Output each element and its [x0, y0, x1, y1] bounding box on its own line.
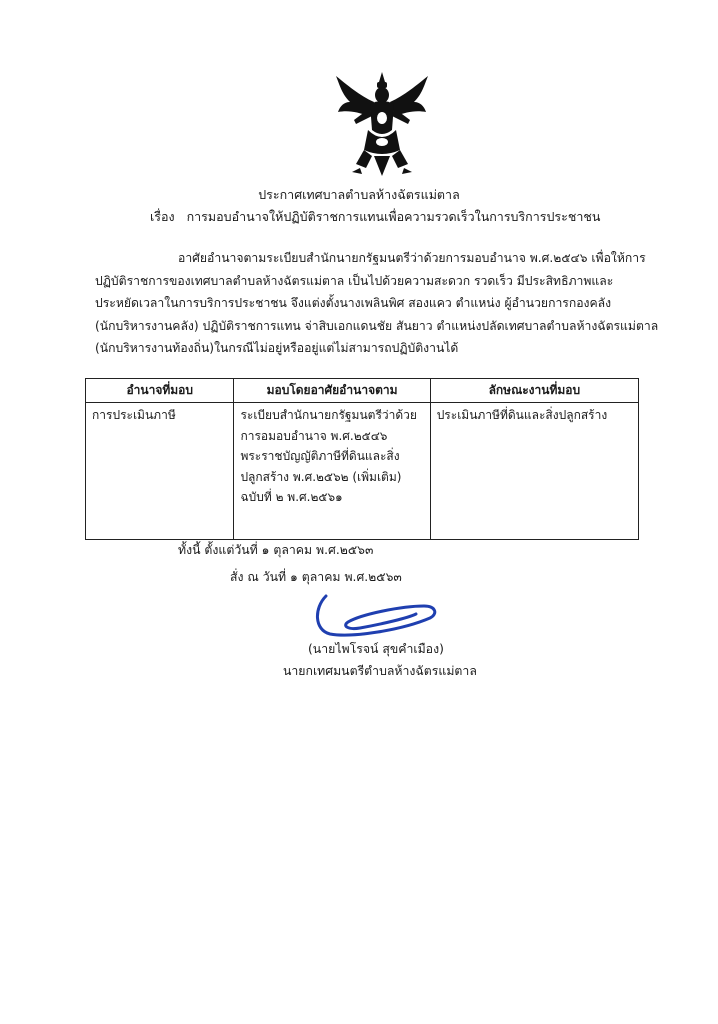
- column-header-authority: มอบโดยอาศัยอำนาจตาม: [234, 379, 430, 403]
- subject-line: [150, 207, 690, 227]
- authority-line: ปลูกสร้าง พ.ศ.๒๕๖๒ (เพิ่มเติม): [240, 469, 402, 484]
- delegation-table: [85, 378, 639, 540]
- body-line: ปฏิบัติราชการของเทศบาลตำบลห้างฉัตรแม่ตาล เป็นไปด้วยความสะดวก รวดเร็ว มีประสิทธิภาพและ: [95, 273, 614, 288]
- subject-text: การมอบอำนาจให้ปฏิบัติราชการแทนเพื่อความรวดเร็วในการบริการประชาชน: [186, 209, 601, 224]
- subject-label: เรื่อง: [150, 209, 175, 224]
- authority-line: พระราชบัญญัติภาษีที่ดินและสิ่ง: [240, 449, 400, 463]
- body-paragraph: [95, 247, 670, 360]
- body-line: อาศัยอำนาจตามระเบียบสำนักนายกรัฐมนตรีว่าด้วยการมอบอำนาจ พ.ศ.๒๕๔๖ เพื่อให้การ: [178, 251, 646, 265]
- authority-line: ระเบียบสำนักนายกรัฐมนตรีว่าด้วย: [240, 408, 417, 422]
- body-line: (นักบริหารงานท้องถิ่น)ในกรณีไม่อยู่หรืออยู่แต่ไม่สามารถปฏิบัติงานได้: [95, 341, 459, 355]
- body-line: ประหยัดเวลาในการบริการประชาชน จึงแต่งตั้งนางเพลินพิศ สองแคว ตำแหน่ง ผู้อำนวยการกองคลัง: [95, 296, 612, 310]
- cell-power: การประเมินภาษี: [86, 403, 234, 540]
- announcement-title: ประกาศเทศบาลตำบลห้างฉัตรแม่ตาล: [258, 187, 460, 202]
- order-date: สั่ง ณ วันที่ ๑ ตุลาคม พ.ศ.๒๕๖๓: [230, 570, 402, 584]
- column-header-task: ลักษณะงานที่มอบ: [430, 379, 638, 403]
- cell-authority: [234, 403, 430, 540]
- column-header-power: อำนาจที่มอบ: [86, 379, 234, 403]
- table-row: [86, 403, 639, 540]
- signer-position: นายกเทศมนตรีตำบลห้างฉัตรแม่ตาล: [283, 664, 477, 678]
- signer-name: (นายไพโรจน์ สุขคำเมือง): [308, 642, 444, 656]
- authority-line: ฉบับที่ ๒ พ.ศ.๒๕๖๑: [240, 490, 343, 504]
- garuda-emblem-icon: [330, 68, 434, 180]
- effective-date: ทั้งนี้ ตั้งแต่วันที่ ๑ ตุลาคม พ.ศ.๒๕๖๓: [178, 543, 374, 557]
- table-header-row: [86, 379, 639, 403]
- authority-line: การอมอบอำนาจ พ.ศ.๒๕๔๖: [240, 428, 388, 443]
- body-line: (นักบริหารงานคลัง) ปฏิบัติราชการแทน จ่าสิบเอกแดนชัย สันยาว ตำแหน่งปลัดเทศบาลตำบลห้างฉัตรแม่ตาล: [95, 318, 659, 333]
- signature-icon: [312, 590, 442, 642]
- cell-task: ประเมินภาษีที่ดินและสิ่งปลูกสร้าง: [430, 403, 638, 540]
